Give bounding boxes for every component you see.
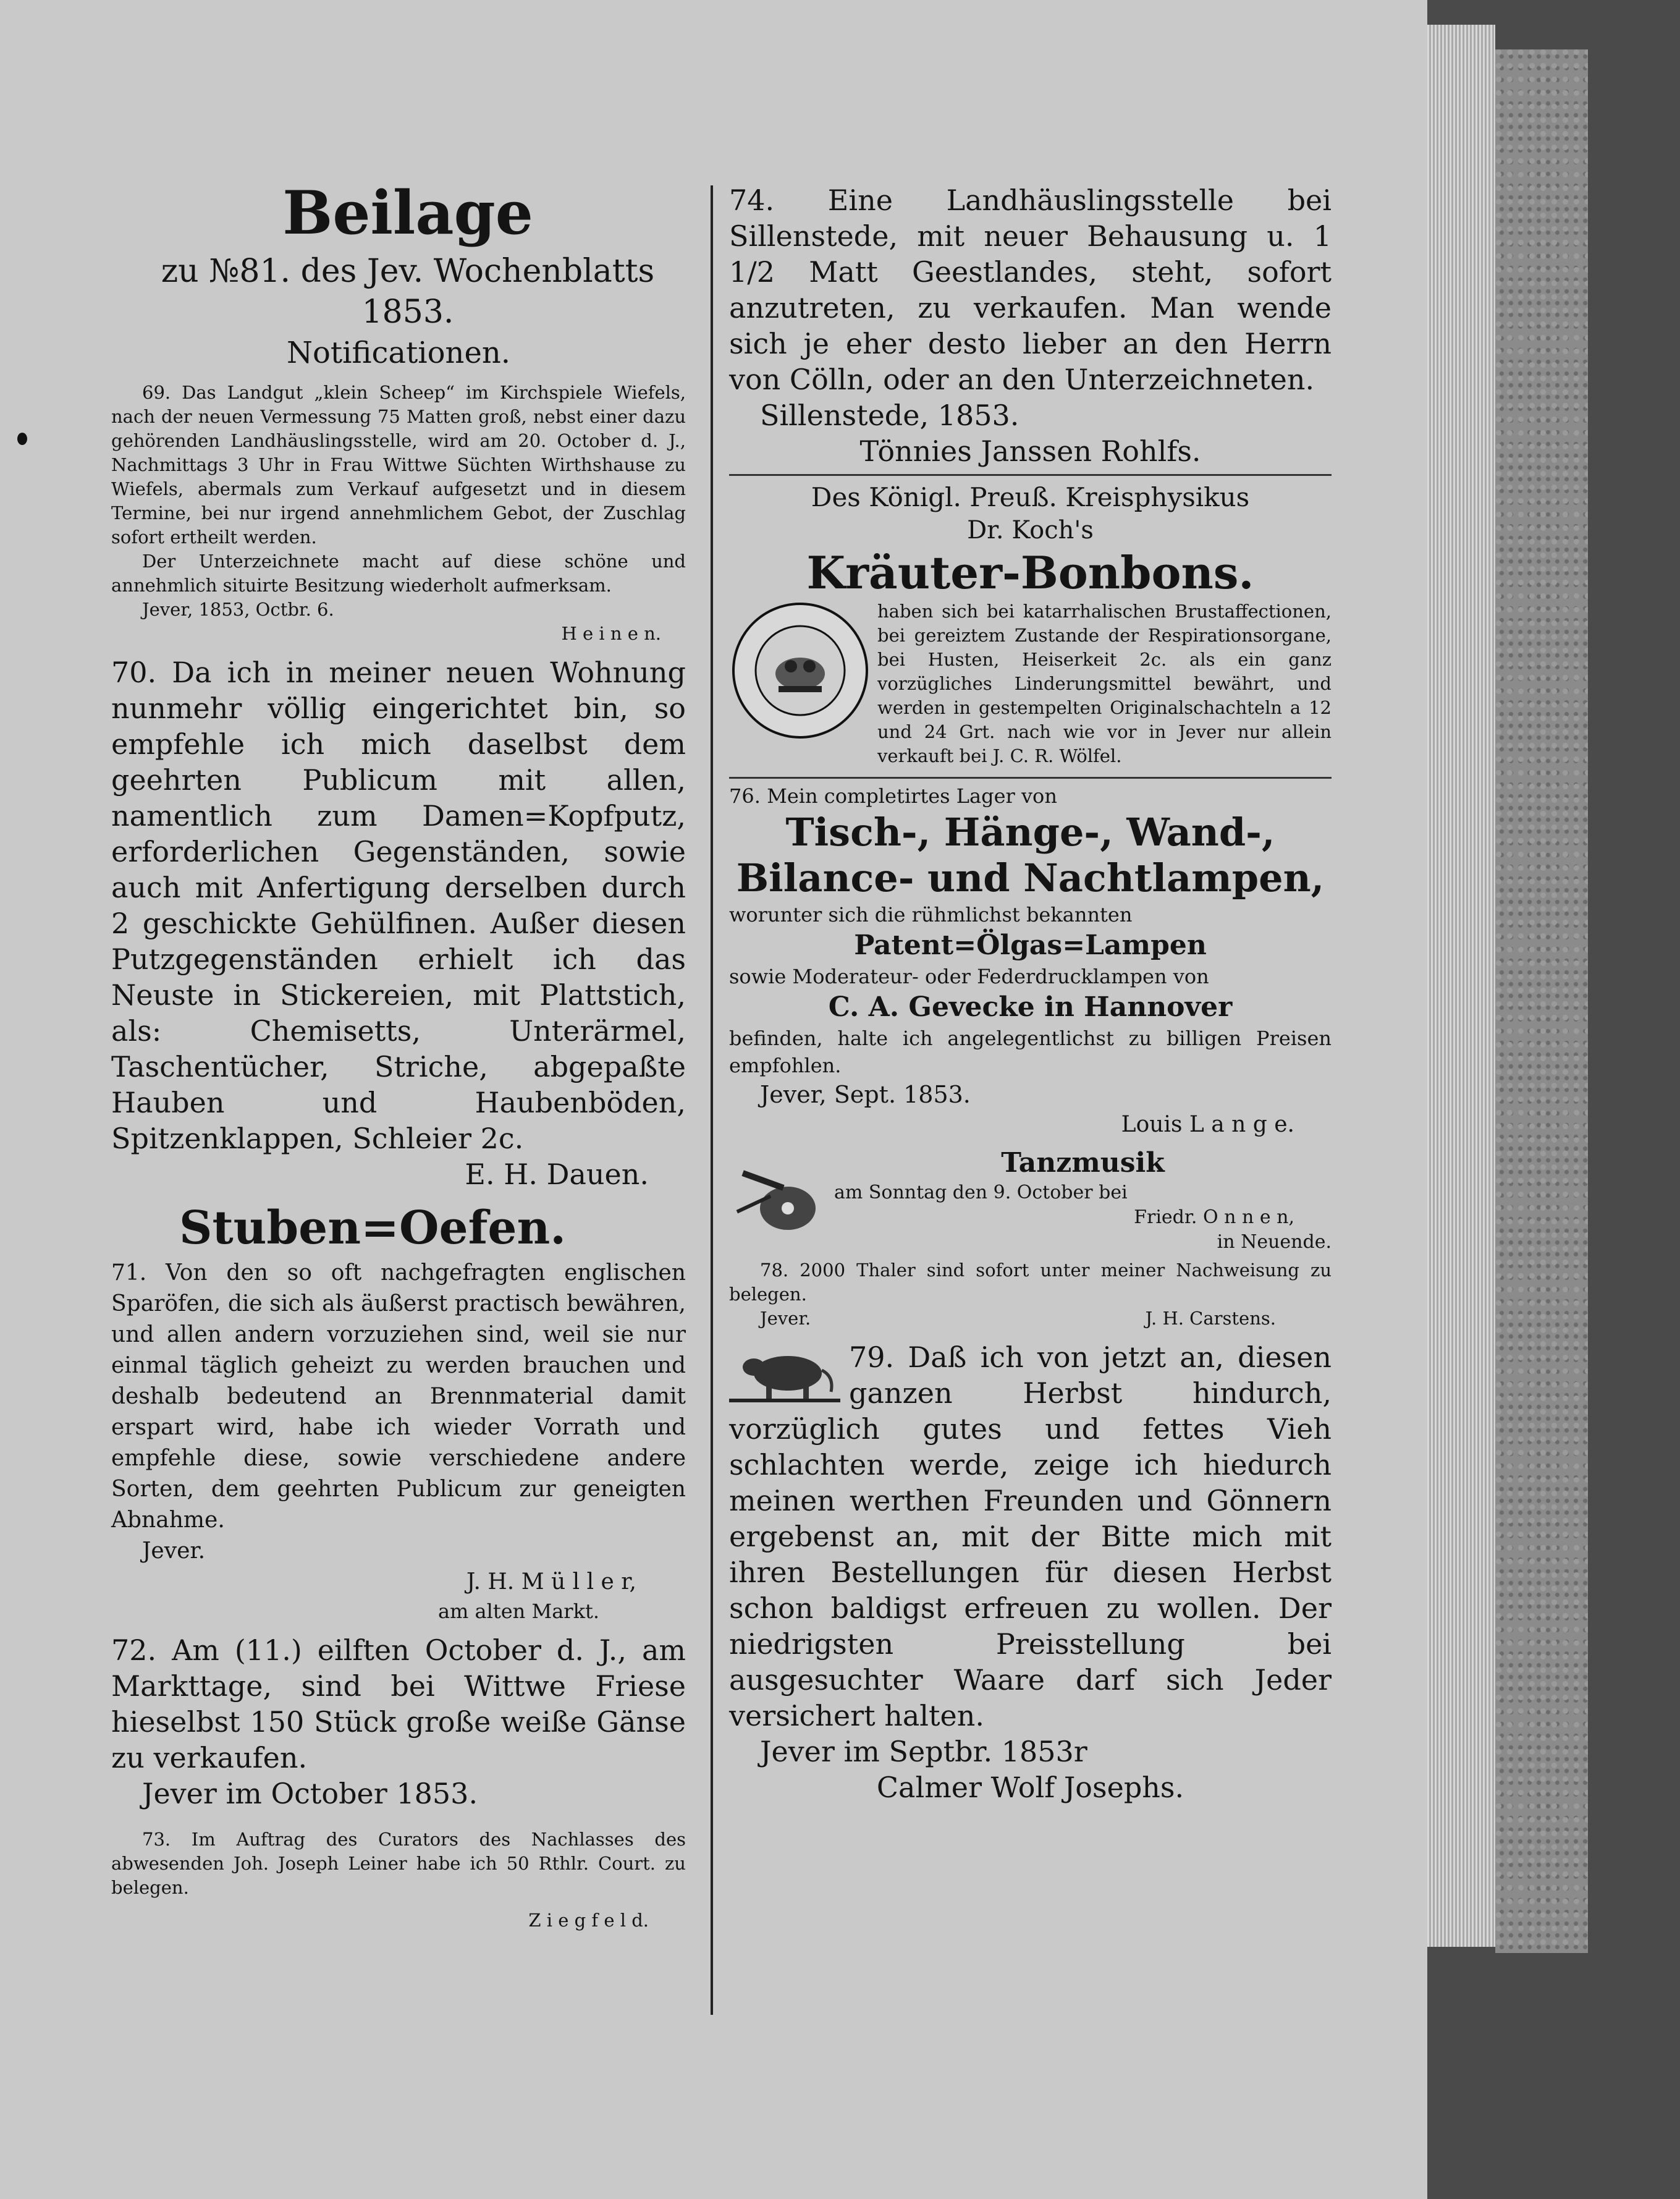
notice-78 <box>729 1258 1332 1331</box>
binding-hole <box>17 433 27 445</box>
notice-74-text: 74. Eine Landhäuslingsstelle bei Sillenstede, mit neuer Behausung u. 1 1/2 Matt Geestlandes, steht, sofort anzutreten, zu verkaufen. Man wende sich je eher desto lieber an den Herrn von Cölln, oder an den Unterzeichneten. <box>729 184 1332 396</box>
notice-70-text: 70. Da ich in meiner neuen Wohnung nunmehr völlig eingerichtet bin, so empfehle ich mich daselbst dem geehrten Publicum mit allen, namentlich zum Damen=Kopfputz, erforderlichen Gegenständen, sowie auch mit Anfertigung derselben durch 2 geschickte Gehülfinen. Außer diesen Putzgegenständen erhielt ich das Neuste in Stickereien, mit Plattstich, als: Chemisetts, Unterärmel, Taschentücher, Striche, abgepaßte Hauben und Haubenböden, Spitzenklappen, Schleier 2c. <box>111 656 686 1155</box>
notice-76-text1: worunter sich die rühmlichst bekannten <box>729 903 1133 926</box>
notice-78-footer <box>729 1307 1332 1331</box>
notice-70 <box>111 655 686 1192</box>
notice-75-text: haben sich bei katarrhalischen Brustaffectionen, bei gereiztem Zustande der Respirationsorgane, bei Husten, Heiserkeit 2c. als ein ganz vorzügliches Linderungsmittel bewährt, und werden in gestempelten Originalschachteln a 12 und 24 Grt. nach wie vor in Jever nur allein verkauft bei J. C. R. Wölfel. <box>877 601 1332 766</box>
notice-69-place: Jever, 1853, Octbr. 6. <box>142 599 334 620</box>
notice-75-body <box>729 600 1332 768</box>
notice-76-signature: Louis L a n g e. <box>1121 1112 1294 1137</box>
notice-71-heading: Stuben=Oefen. <box>179 1201 567 1255</box>
notice-69-text: 69. Das Landgut „klein Scheep“ im Kirchspiele Wiefels, nach der neuen Vermessung 75 Matten groß, nebst einer dazu gehörenden Landhäuslingsstelle, wird am 20. October d. J., Nachmittags 3 Uhr in Frau Wittwe Süchten Wirthshause zu Wiefels, abermals zum Verkauf aufgesetzt und in diesem Termine, bei nur irgend annehmlichem Gebot, der Zuschlag sofort ertheilt werden. <box>111 382 686 548</box>
column-rule <box>711 185 713 2015</box>
ox-icon <box>729 1339 840 1410</box>
notice-77-line1: am Sonntag den 9. October bei <box>834 1182 1128 1203</box>
notice-73-signature: Z i e g f e l d. <box>528 1910 649 1931</box>
notice-76-heading: Tisch-, Hänge-, Wand-, Bilance- und Nachtlampen, <box>736 810 1325 900</box>
guitar-icon <box>729 1159 834 1242</box>
notice-69-text2: Der Unterzeichnete macht auf diese schöne und annehmlich situirte Besitzung wiederholt aufmerksam. <box>111 551 686 596</box>
notice-76 <box>729 777 1332 1140</box>
right-column <box>729 182 1332 1805</box>
notice-74-signature: Tönnies Janssen Rohlfs. <box>859 434 1201 468</box>
notice-74-place: Sillenstede, 1853. <box>760 399 1019 432</box>
page-title: Beilage <box>282 178 533 248</box>
notice-77-line2: Friedr. O n n e n, <box>1134 1206 1294 1228</box>
notice-75-line2: Dr. Koch's <box>967 516 1094 544</box>
header <box>111 179 704 333</box>
notice-76-text3: befinden, halte ich angelegentlichst zu billigen Preisen empfohlen. <box>729 1027 1332 1077</box>
notice-71-signature2: am alten Markt. <box>437 1599 599 1623</box>
notice-72-text: 72. Am (11.) eilften October d. J., am Markttage, sind bei Wittwe Friese hieselbst 150 Stück große weiße Gänse zu verkaufen. <box>111 1633 686 1774</box>
page-edges <box>1427 25 1495 1947</box>
notice-76-heading3: C. A. Gevecke in Hannover <box>828 991 1233 1023</box>
notice-76-heading2: Patent=Ölgas=Lampen <box>854 930 1207 961</box>
book-cover <box>1495 49 1588 1953</box>
notice-78-place: Jever. <box>760 1308 811 1329</box>
notice-71 <box>111 1198 686 1625</box>
notice-79 <box>729 1339 1332 1805</box>
notice-77-heading: Tanzmusik <box>1001 1147 1165 1179</box>
notice-71-place: Jever. <box>142 1538 206 1564</box>
notice-76-intro: 76. Mein completirtes Lager von <box>729 784 1057 808</box>
notice-76-text2: sowie Moderateur- oder Federdrucklampen von <box>729 965 1209 988</box>
notice-78-text: 78. 2000 Thaler sind sofort unter meiner Nachweisung zu belegen. <box>729 1260 1332 1305</box>
page-subtitle: zu №81. des Jev. Wochenblatts 1853. <box>161 253 655 331</box>
notice-77-line3: in Neuende. <box>1217 1231 1332 1253</box>
notice-77 <box>729 1146 1332 1255</box>
seal-icon <box>729 600 871 744</box>
notice-69-signature: H e i n e n. <box>561 623 661 644</box>
notice-71-signature: J. H. M ü l l e r, <box>466 1569 636 1595</box>
notice-77-body <box>834 1146 1332 1255</box>
notice-79-signature: Calmer Wolf Josephs. <box>876 1771 1184 1804</box>
notice-70-signature: E. H. Dauen. <box>465 1158 649 1191</box>
notice-73-text: 73. Im Auftrag des Curators des Nachlasses des abwesenden Joh. Joseph Leiner habe ich 50 Rthlr. Court. zu belegen. <box>111 1829 686 1898</box>
notice-76-place: Jever, Sept. 1853. <box>760 1081 971 1108</box>
left-column <box>111 334 686 1933</box>
notice-72 <box>111 1632 686 1811</box>
notice-75-heading: Kräuter-Bonbons. <box>806 546 1254 599</box>
notice-69 <box>111 381 686 646</box>
notice-73 <box>111 1828 686 1933</box>
notice-75 <box>729 474 1332 768</box>
notice-78-signature: J. H. Carstens. <box>1145 1308 1276 1329</box>
notice-71-text: 71. Von den so oft nachgefragten englischen Sparöfen, die sich als äußerst practisch bewähren, und allen andern vorzuziehen sind, weil sie nur einmal täglich geheizt zu werden brauchen und deshalb bedeutend an Brennmaterial damit erspart wird, habe ich wieder Vorrath und empfehle diese, sowie verschiedene andere Sorten, dem geehrten Publicum zur geneigten Abnahme. <box>111 1260 686 1533</box>
notice-75-line1: Des Königl. Preuß. Kreisphysikus <box>811 482 1250 512</box>
notice-79-place: Jever im Septbr. 1853r <box>760 1735 1087 1768</box>
section-title: Notificationen. <box>286 336 511 370</box>
notice-72-place: Jever im October 1853. <box>142 1777 478 1810</box>
notice-79-text: 79. Daß ich von jetzt an, diesen ganzen Herbst hindurch, vorzüglich gutes und fettes Vieh schlachten werde, zeige ich hiedurch meinen werthen Freunden und Gönnern ergebenst an, mit der Bitte mich mit ihren Bestellungen für diesen Herbst schon baldigst erfreuen zu wollen. Der niedrigsten Preisstellung bei ausgesuchter Waare darf sich Jeder versichert halten. <box>729 1341 1332 1732</box>
notice-74 <box>729 182 1332 469</box>
